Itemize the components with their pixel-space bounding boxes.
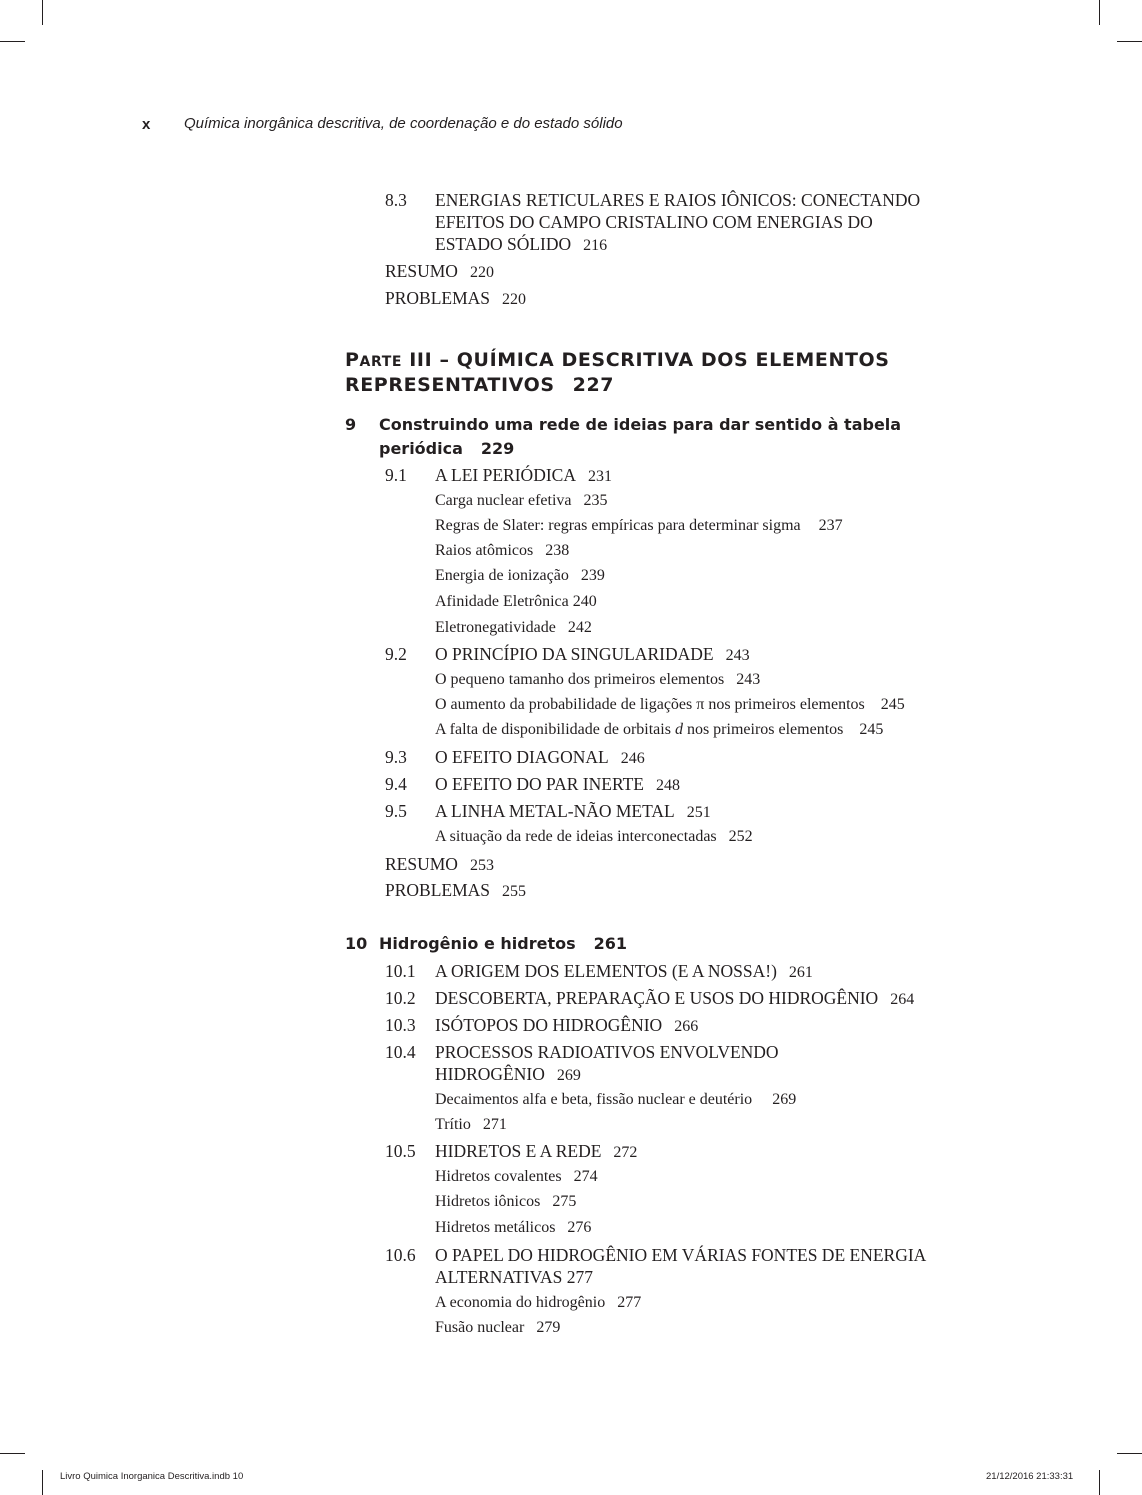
page-number: 271 (482, 1116, 507, 1133)
page-number: 274 (573, 1168, 598, 1185)
toc-entry: A LEI PERIÓDICA 231 (435, 465, 612, 485)
chapter-9-heading-line2: periódica 229 (379, 439, 515, 458)
toc-entry: 10.2 (385, 988, 416, 1008)
crop-mark-bottom-left-horizontal (0, 1453, 25, 1454)
page-number: 276 (567, 1219, 592, 1236)
page-number: 255 (502, 883, 527, 900)
page-folio: x (142, 116, 151, 133)
toc-entry-continued: ALTERNATIVAS 277 (435, 1267, 594, 1287)
toc-subentry: Afinidade Eletrônica 240 (435, 593, 597, 610)
toc-entry: RESUMO 253 (385, 854, 494, 874)
chapter-number: 9 (345, 415, 357, 434)
toc-entry-ch8-problemas: PROBLEMAS 220 (385, 288, 527, 308)
crop-mark-top-right-horizontal (1117, 41, 1142, 42)
page-number: 229 (480, 439, 515, 458)
toc-subentry: Hidretos covalentes 274 (435, 1168, 598, 1185)
toc-subentry: Fusão nuclear 279 (435, 1319, 561, 1336)
page-number: 243 (725, 647, 750, 664)
toc-entry: 10.4 (385, 1042, 416, 1062)
toc-entry: 10.6 (385, 1245, 416, 1265)
toc-subentry: Hidretos metálicos 276 (435, 1219, 592, 1236)
page-number: 246 (620, 750, 645, 767)
chapter-title-line1: Construindo uma rede de ideias para dar sentido à tabela (379, 415, 902, 434)
page-number: 239 (580, 567, 605, 584)
toc-subentry: O aumento da probabilidade de ligações π nos primeiros elementos 245 (435, 696, 905, 713)
crop-mark-bottom-right-vertical (1099, 1470, 1100, 1495)
page-number: 261 (788, 964, 813, 981)
page-number: 264 (890, 991, 915, 1008)
page-number: 220 (502, 291, 527, 308)
toc-subentry: Eletronegatividade 242 (435, 619, 592, 636)
page-number: 231 (587, 468, 612, 485)
footer-timestamp: 21/12/2016 21:33:31 (986, 1471, 1074, 1482)
toc-subentry: Decaimentos alfa e beta, fissão nuclear e deutério 269 (435, 1091, 797, 1108)
toc-entry: 10.1 (385, 961, 416, 981)
toc-entry: ISÓTOPOS DO HIDROGÊNIO 266 (435, 1015, 699, 1035)
toc-subentry: A falta de disponibilidade de orbitais d nos primeiros elementos 245 (435, 721, 884, 738)
crop-mark-bottom-right-horizontal (1117, 1453, 1142, 1454)
page-number: 277 (617, 1294, 642, 1311)
running-title: Química inorgânica descritiva, de coordenação e do estado sólido (184, 115, 623, 132)
page-number: 245 (859, 721, 884, 738)
toc-entry-8-3-line3: ESTADO SÓLIDO 216 (435, 234, 608, 254)
page-number: 216 (583, 237, 608, 254)
page-number: 235 (583, 492, 608, 509)
page-number: 261 (593, 934, 628, 953)
toc-entry: O EFEITO DIAGONAL 246 (435, 747, 645, 767)
page-number: 243 (736, 671, 761, 688)
page-number: 252 (728, 828, 753, 845)
crop-mark-top-left-vertical (42, 0, 43, 25)
section-number: 8.3 (385, 190, 407, 210)
toc-entry: PROCESSOS RADIOATIVOS ENVOLVENDO (435, 1042, 779, 1062)
toc-entry-ch8-resumo: RESUMO 220 (385, 261, 494, 281)
toc-entry-8-3-line2: EFEITOS DO CAMPO CRISTALINO COM ENERGIAS DO (435, 212, 873, 232)
footer-file-slug: Livro Quimica Inorganica Descritiva.indb 10 (60, 1471, 244, 1482)
page-number: 227 (572, 374, 615, 396)
toc-subentry: A economia do hidrogênio 277 (435, 1294, 642, 1311)
toc-entry: HIDRETOS E A REDE 272 (435, 1141, 638, 1161)
page-number: 272 (613, 1144, 638, 1161)
toc-entry-8-3-line1: ENERGIAS RETICULARES E RAIOS IÔNICOS: CONECTANDO (435, 190, 921, 210)
toc-subentry: O pequeno tamanho dos primeiros elementos 243 (435, 671, 761, 688)
page-number: 220 (469, 264, 494, 281)
toc-entry: 9.2 (385, 644, 407, 664)
toc-entry: O PAPEL DO HIDROGÊNIO EM VÁRIAS FONTES DE ENERGIA (435, 1245, 927, 1265)
toc-entry: O EFEITO DO PAR INERTE 248 (435, 774, 680, 794)
toc-entry-8-3 (385, 189, 407, 211)
toc-subentry: Carga nuclear efetiva 235 (435, 492, 608, 509)
toc-entry: A LINHA METAL-NÃO METAL 251 (435, 801, 711, 821)
page-number: 279 (536, 1319, 561, 1336)
crop-mark-bottom-left-vertical (42, 1470, 43, 1495)
toc-entry: 10.5 (385, 1141, 416, 1161)
page-number: 269 (772, 1091, 797, 1108)
page-number: 253 (469, 857, 494, 874)
toc-entry: PROBLEMAS 255 (385, 880, 527, 900)
page-number: 251 (686, 804, 711, 821)
toc-entry: A ORIGEM DOS ELEMENTOS (E A NOSSA!) 261 (435, 961, 813, 981)
part-heading: PARTE III – QUÍMICA DESCRITIVA DOS ELEMENTOS REPRESENTATIVOS 227 (345, 349, 890, 396)
toc-entry: 9.4 (385, 774, 407, 794)
toc-subentry: Regras de Slater: regras empíricas para determinar sigma 237 (435, 517, 843, 534)
page-number: 238 (545, 542, 570, 559)
toc-subentry: Raios atômicos 238 (435, 542, 570, 559)
toc-subentry: A situação da rede de ideias interconectadas 252 (435, 828, 753, 845)
crop-mark-top-right-vertical (1099, 0, 1100, 25)
page-number: 275 (552, 1193, 577, 1210)
toc-entry: DESCOBERTA, PREPARAÇÃO E USOS DO HIDROGÊNIO 264 (435, 988, 915, 1008)
toc-entry-continued: HIDROGÊNIO 269 (435, 1064, 581, 1084)
toc-subentry: Hidretos iônicos 275 (435, 1193, 577, 1210)
chapter-number: 10 (345, 934, 368, 953)
toc-entry: O PRINCÍPIO DA SINGULARIDADE 243 (435, 644, 750, 664)
crop-mark-top-left-horizontal (0, 41, 25, 42)
toc-entry: 9.1 (385, 465, 407, 485)
toc-entry: 9.3 (385, 747, 407, 767)
page-number: 245 (880, 696, 905, 713)
page-number: 248 (655, 777, 680, 794)
chapter-title: Hidrogênio e hidretos 261 (379, 934, 628, 953)
page-number: 237 (818, 517, 843, 534)
page-number: 269 (556, 1067, 581, 1084)
toc-subentry: Energia de ionização 239 (435, 567, 605, 584)
toc-entry: 9.5 (385, 801, 407, 821)
page-number: 266 (674, 1018, 699, 1035)
page-number: 242 (567, 619, 592, 636)
toc-subentry: Trítio 271 (435, 1116, 507, 1133)
toc-entry: 10.3 (385, 1015, 416, 1035)
